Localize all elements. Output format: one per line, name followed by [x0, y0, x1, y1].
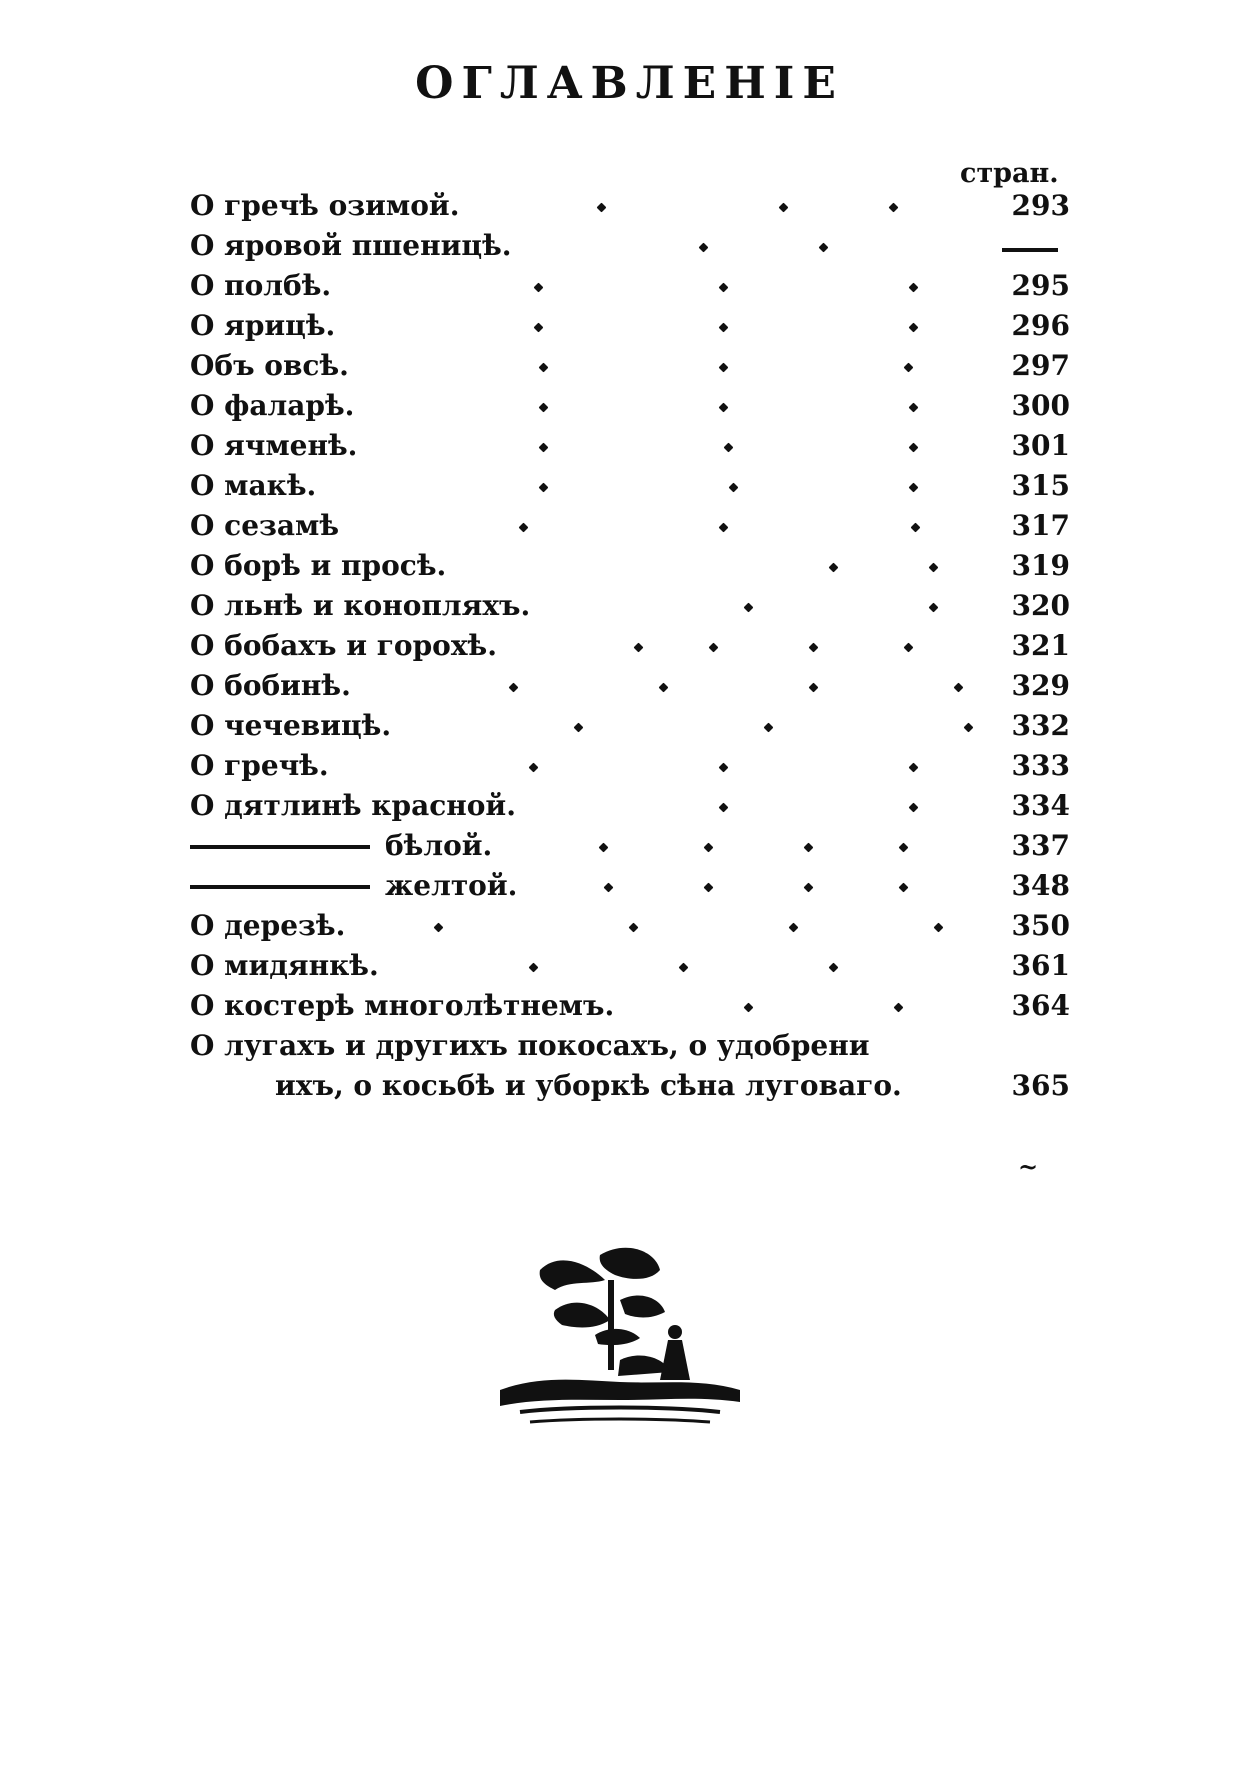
toc-entry-page: 364 [1011, 989, 1070, 1022]
toc-entry [190, 266, 1070, 306]
leader-dot [599, 843, 609, 853]
leader-dot [519, 523, 529, 533]
toc-entry-page: 317 [1011, 509, 1070, 542]
toc-entry-page: 337 [1011, 829, 1070, 862]
ditto-dash [190, 845, 370, 849]
leader-dot [909, 803, 919, 813]
toc-entry-label: О дятлинѣ красной. [190, 789, 516, 822]
toc-entry-label: О полбѣ. [190, 269, 332, 302]
toc-entry-page: 348 [1011, 869, 1070, 902]
toc-entry-page: 333 [1011, 749, 1070, 782]
toc-entry-label: желтой. [385, 869, 518, 902]
page-column-header: стран. [960, 158, 1059, 189]
leader-dot [964, 723, 974, 733]
toc-entry-page: 320 [1011, 589, 1070, 622]
toc-entry-page: 332 [1011, 709, 1070, 742]
toc-entry [190, 906, 1070, 946]
toc-entry-label: О лугахъ и другихъ покосахъ, о удобрени [190, 1029, 870, 1062]
toc-entry-label: О бобинѣ. [190, 669, 351, 702]
leader-dot [744, 1003, 754, 1013]
leader-dot [597, 203, 607, 213]
toc-entry-label: О бобахъ и горохѣ. [190, 629, 497, 662]
leader-dot [889, 203, 899, 213]
leader-dot [539, 483, 549, 493]
leader-dot [899, 843, 909, 853]
toc-entry-page: 321 [1011, 629, 1070, 662]
leader-dot [744, 603, 754, 613]
toc-entry [190, 546, 1070, 586]
toc-entry [190, 866, 1070, 906]
leader-dot [909, 283, 919, 293]
toc-entry-page: 319 [1011, 549, 1070, 582]
leader-dot [709, 643, 719, 653]
toc-entry-label: О ячменѣ. [190, 429, 358, 462]
leader-dot [911, 523, 921, 533]
toc-entry [190, 626, 1070, 666]
ditto-dash [190, 885, 370, 889]
toc-entry-label: О яровой пшеницѣ. [190, 229, 512, 262]
toc-entry [190, 466, 1070, 506]
leader-dot [629, 923, 639, 933]
toc-entry-label: О ярицѣ. [190, 309, 336, 342]
tail-mark: ~ [1018, 1152, 1039, 1181]
leader-dot [719, 803, 729, 813]
toc-entry [190, 946, 1070, 986]
leader-dot [659, 683, 669, 693]
leader-dot [789, 923, 799, 933]
toc-entry [190, 986, 1070, 1026]
toc-entry [190, 826, 1070, 866]
toc-entry [190, 706, 1070, 746]
leader-dot [719, 763, 729, 773]
toc-entry [190, 226, 1070, 266]
leader-dot [909, 763, 919, 773]
leader-dot [804, 843, 814, 853]
toc-entry-continued [190, 1066, 1070, 1106]
leader-dot [529, 763, 539, 773]
toc-entry [190, 786, 1070, 826]
toc-entry-page: 334 [1011, 789, 1070, 822]
toc-entry-page: 361 [1011, 949, 1070, 982]
toc-entry-label: О костерѣ многолѣтнемъ. [190, 989, 615, 1022]
leader-dot [719, 323, 729, 333]
leader-dot [699, 243, 709, 253]
leader-dot [894, 1003, 904, 1013]
page-title: ОГЛАВЛЕНІЕ [415, 58, 844, 109]
toc-entry-label: бѣлой. [385, 829, 493, 862]
toc-entry-label: О сезамѣ [190, 509, 340, 542]
leader-dot [634, 643, 644, 653]
toc-entry-label: О чечевицѣ. [190, 709, 392, 742]
leader-dot [539, 403, 549, 413]
toc-entry [190, 1026, 1070, 1066]
toc-entry-page: 350 [1011, 909, 1070, 942]
leader-dot [909, 443, 919, 453]
leader-dot [934, 923, 944, 933]
leader-dot [929, 563, 939, 573]
toc-entry [190, 586, 1070, 626]
leader-dot [909, 403, 919, 413]
leader-dot [809, 683, 819, 693]
leader-dot [509, 683, 519, 693]
toc-entry [190, 346, 1070, 386]
toc-entry-label: О дерезѣ. [190, 909, 346, 942]
leader-dot [904, 643, 914, 653]
leader-dot [829, 563, 839, 573]
toc-entry-label: О льнѣ и конопляхъ. [190, 589, 531, 622]
leader-dot [729, 483, 739, 493]
toc-entry [190, 386, 1070, 426]
leader-dot [809, 643, 819, 653]
leader-dot [719, 523, 729, 533]
leader-dot [704, 843, 714, 853]
toc-entry-label: О мидянкѣ. [190, 949, 379, 982]
leader-dot [909, 483, 919, 493]
leader-dot [724, 443, 734, 453]
toc-entry [190, 186, 1070, 226]
toc-entry-page: 293 [1011, 189, 1070, 222]
leader-dot [929, 603, 939, 613]
leader-dot [534, 323, 544, 333]
toc-entry-label: О гречѣ озимой. [190, 189, 460, 222]
leader-dot [679, 963, 689, 973]
leader-dot [539, 443, 549, 453]
toc-entry-label: О гречѣ. [190, 749, 329, 782]
toc-entry-label: О фаларѣ. [190, 389, 355, 422]
leader-dot [764, 723, 774, 733]
leader-dot [704, 883, 714, 893]
leader-dot [779, 203, 789, 213]
toc-entry [190, 666, 1070, 706]
toc-entry [190, 506, 1070, 546]
leader-dot [604, 883, 614, 893]
leader-dot [909, 323, 919, 333]
leader-dot [904, 363, 914, 373]
leader-dot [719, 283, 729, 293]
toc-entry-page: 301 [1011, 429, 1070, 462]
toc-entry-page: 365 [1011, 1069, 1070, 1102]
leader-dot [804, 883, 814, 893]
leader-dot [529, 963, 539, 973]
leader-dot [434, 923, 444, 933]
leader-dot [539, 363, 549, 373]
toc-entry-label: ихъ, о косьбѣ и уборкѣ сѣна луговаго. [275, 1069, 902, 1102]
toc-entry [190, 306, 1070, 346]
pastoral-vignette-icon [500, 1240, 740, 1430]
toc-entry [190, 426, 1070, 466]
toc-entry-page: 295 [1011, 269, 1070, 302]
leader-dot [534, 283, 544, 293]
leader-dot [719, 363, 729, 373]
toc-entry-page: 300 [1011, 389, 1070, 422]
toc-entry-label: О макѣ. [190, 469, 317, 502]
leader-dot [819, 243, 829, 253]
toc-entry-page: 297 [1011, 349, 1070, 382]
leader-dot [829, 963, 839, 973]
toc-entry-page: 329 [1011, 669, 1070, 702]
toc-entry [190, 746, 1070, 786]
toc-entry-label: Объ овсѣ. [190, 349, 349, 382]
leader-dot [954, 683, 964, 693]
toc-entry-label: О борѣ и просѣ. [190, 549, 447, 582]
toc-entry-page: 296 [1011, 309, 1070, 342]
toc-entry-page: 315 [1011, 469, 1070, 502]
leader-dot [574, 723, 584, 733]
toc-entry-page-ditto [1002, 248, 1058, 252]
leader-dot [899, 883, 909, 893]
leader-dot [719, 403, 729, 413]
